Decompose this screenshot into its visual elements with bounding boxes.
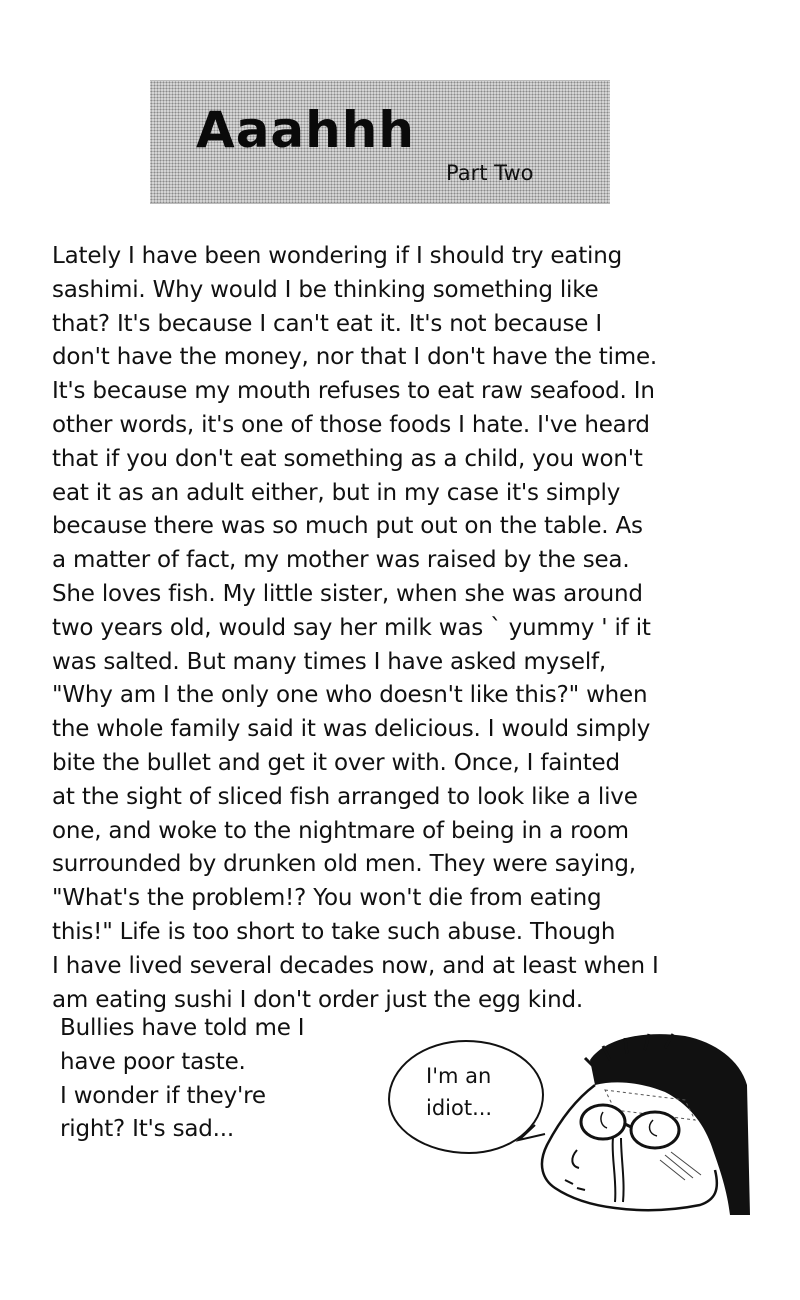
essay-line: one, and woke to the nightmare of being in a room <box>52 817 629 844</box>
essay-body <box>52 240 752 1017</box>
essay-line: two years old, would say her milk was ` yummy ' if it <box>52 614 651 641</box>
speech-bubble-text <box>426 1060 492 1124</box>
essay-line: "Why am I the only one who doesn't like this?" when <box>52 682 648 709</box>
essay-line: don't have the money, nor that I don't have the time. <box>52 344 658 371</box>
page-subtitle: Part Two <box>446 161 534 185</box>
ending-line: Bullies have told me I <box>60 1015 305 1041</box>
speech-line: I'm an <box>426 1064 492 1088</box>
essay-line: "What's the problem!? You won't die from eating <box>52 885 602 912</box>
ending-line: right? It's sad... <box>60 1116 234 1143</box>
essay-line: eat it as an adult either, but in my case it's simply <box>52 479 621 506</box>
essay-line: was salted. But many times I have asked myself, <box>52 648 607 675</box>
essay-line: the whole family said it was delicious. I would simply <box>52 716 651 743</box>
ending-line: I wonder if they're <box>60 1082 266 1109</box>
essay-line: Lately I have been wondering if I should try eating <box>52 243 622 269</box>
speech-line: idiot... <box>426 1096 493 1120</box>
essay-line: bite the bullet and get it over with. Once, I fainted <box>52 749 620 776</box>
essay-line: other words, it's one of those foods I hate. I've heard <box>52 411 650 438</box>
essay-line: She loves fish. My little sister, when she was around <box>52 580 643 607</box>
essay-line: this!" Life is too short to take such abuse. Though <box>52 918 616 945</box>
essay-ending <box>60 1012 360 1147</box>
page-title: Aaahhh <box>196 101 415 159</box>
essay-line: I have lived several decades now, and at least when I <box>52 952 659 979</box>
title-banner <box>150 80 610 204</box>
essay-line: sashimi. Why would I be thinking something like <box>52 276 599 303</box>
self-portrait-crying-face-icon <box>515 1030 750 1215</box>
essay-line: It's because my mouth refuses to eat raw seafood. In <box>52 378 655 405</box>
essay-line: that? It's because I can't eat it. It's not because I <box>52 310 602 337</box>
essay-line: surrounded by drunken old men. They were saying, <box>52 851 636 878</box>
essay-line: that if you don't eat something as a child, you won't <box>52 445 643 472</box>
essay-line: because there was so much put out on the table. As <box>52 513 643 540</box>
ending-line: have poor taste. <box>60 1048 246 1075</box>
essay-line: at the sight of sliced fish arranged to look like a live <box>52 783 638 810</box>
essay-line: a matter of fact, my mother was raised by the sea. <box>52 547 630 574</box>
essay-line: am eating sushi I don't order just the egg kind. <box>52 986 584 1013</box>
